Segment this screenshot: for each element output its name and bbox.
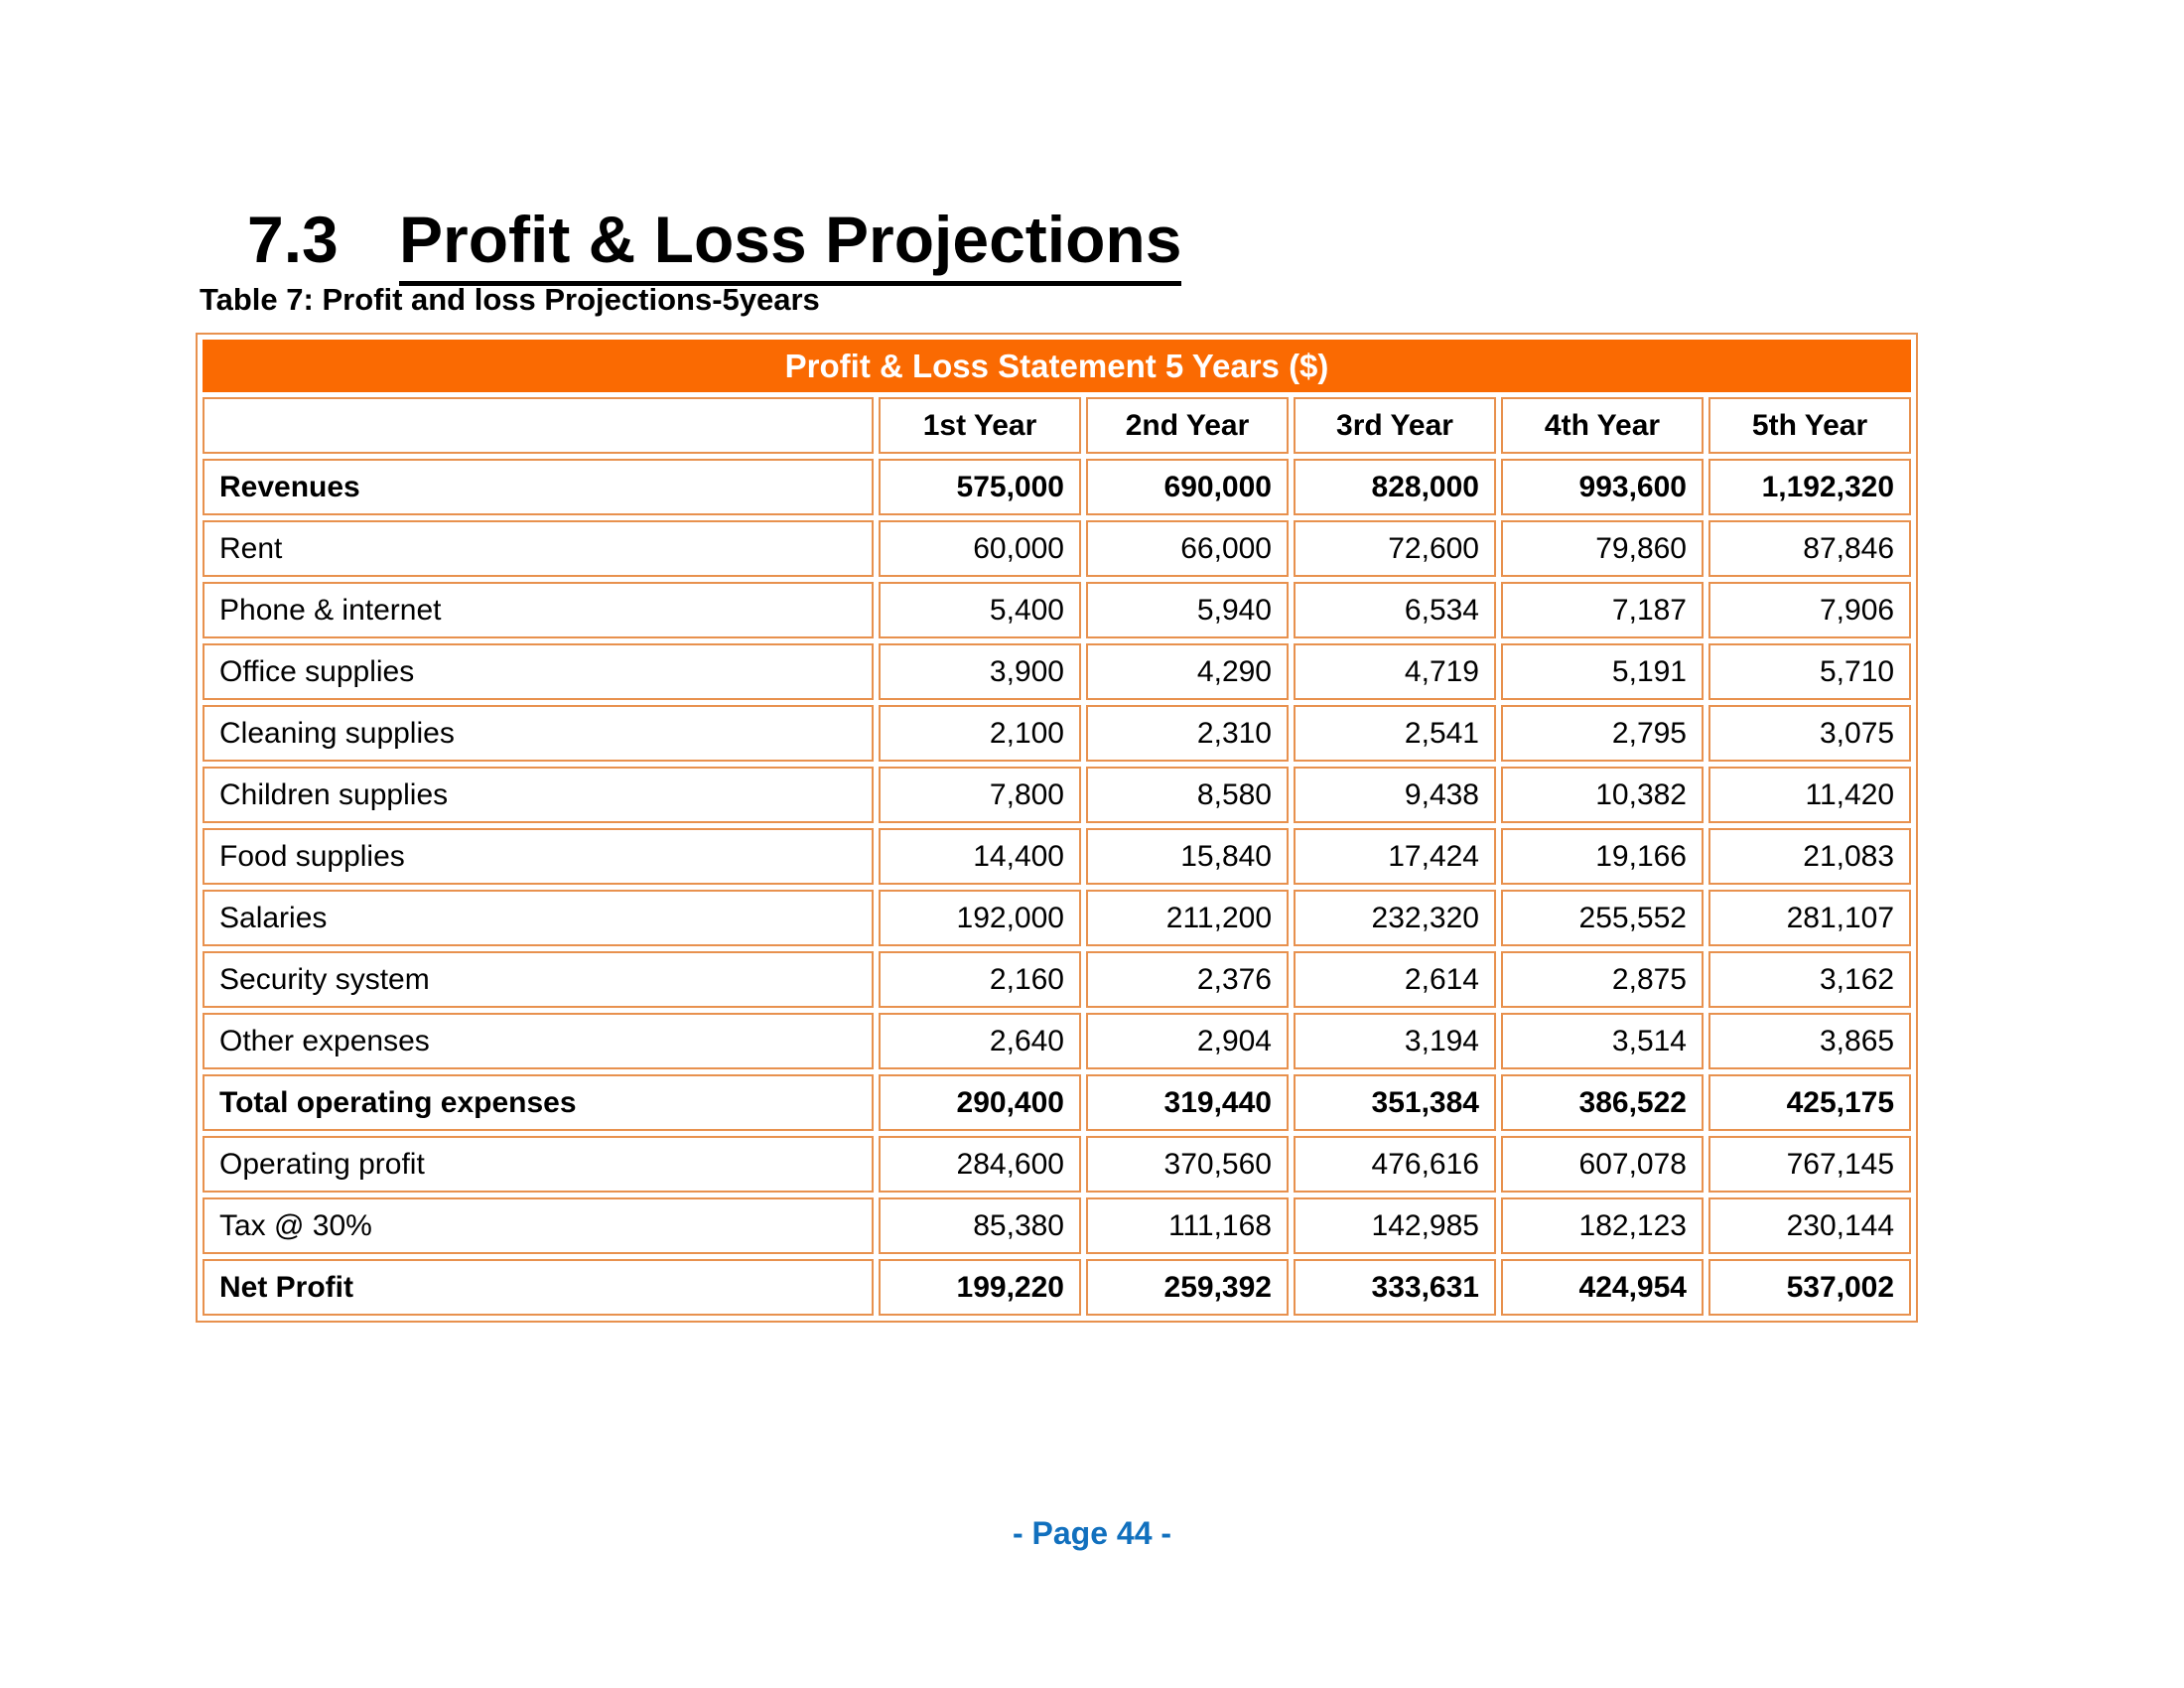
section-number: 7.3 — [247, 203, 339, 276]
table-row — [203, 582, 1911, 638]
table-row — [203, 1013, 1911, 1069]
table-row — [203, 1074, 1911, 1131]
row-label: Office supplies — [203, 643, 874, 700]
value-cell: 79,860 — [1501, 520, 1704, 577]
table-banner-title: Profit & Loss Statement 5 Years ($) — [203, 340, 1911, 392]
row-label: Salaries — [203, 890, 874, 946]
table-banner-row — [203, 340, 1911, 392]
value-cell: 11,420 — [1708, 767, 1911, 823]
value-cell: 3,900 — [879, 643, 1081, 700]
row-label: Revenues — [203, 459, 874, 515]
value-cell: 19,166 — [1501, 828, 1704, 885]
column-header-5th-year: 5th Year — [1708, 397, 1911, 454]
value-cell: 2,310 — [1086, 705, 1289, 762]
value-cell: 5,191 — [1501, 643, 1704, 700]
value-cell: 111,168 — [1086, 1197, 1289, 1254]
value-cell: 21,083 — [1708, 828, 1911, 885]
value-cell: 828,000 — [1294, 459, 1496, 515]
value-cell: 9,438 — [1294, 767, 1496, 823]
value-cell: 3,162 — [1708, 951, 1911, 1008]
table-row — [203, 1197, 1911, 1254]
column-header-4th-year: 4th Year — [1501, 397, 1704, 454]
value-cell: 993,600 — [1501, 459, 1704, 515]
value-cell: 192,000 — [879, 890, 1081, 946]
section-title: Profit & Loss Projections — [399, 204, 1181, 286]
profit-loss-table — [196, 333, 1918, 1323]
value-cell: 425,175 — [1708, 1074, 1911, 1131]
table-header-row — [203, 397, 1911, 454]
value-cell: 87,846 — [1708, 520, 1911, 577]
value-cell: 199,220 — [879, 1259, 1081, 1316]
table-row — [203, 643, 1911, 700]
value-cell: 8,580 — [1086, 767, 1289, 823]
value-cell: 2,160 — [879, 951, 1081, 1008]
value-cell: 3,865 — [1708, 1013, 1911, 1069]
column-header-1st-year: 1st Year — [879, 397, 1081, 454]
value-cell: 2,614 — [1294, 951, 1496, 1008]
value-cell: 5,400 — [879, 582, 1081, 638]
row-label: Children supplies — [203, 767, 874, 823]
table-row — [203, 520, 1911, 577]
value-cell: 7,800 — [879, 767, 1081, 823]
value-cell: 6,534 — [1294, 582, 1496, 638]
value-cell: 7,906 — [1708, 582, 1911, 638]
value-cell: 60,000 — [879, 520, 1081, 577]
row-label: Security system — [203, 951, 874, 1008]
value-cell: 607,078 — [1501, 1136, 1704, 1193]
value-cell: 4,290 — [1086, 643, 1289, 700]
value-cell: 72,600 — [1294, 520, 1496, 577]
value-cell: 386,522 — [1501, 1074, 1704, 1131]
value-cell: 66,000 — [1086, 520, 1289, 577]
value-cell: 211,200 — [1086, 890, 1289, 946]
row-label: Total operating expenses — [203, 1074, 874, 1131]
row-label: Cleaning supplies — [203, 705, 874, 762]
row-label: Rent — [203, 520, 874, 577]
value-cell: 1,192,320 — [1708, 459, 1911, 515]
table-row — [203, 767, 1911, 823]
column-header-blank — [203, 397, 874, 454]
value-cell: 3,514 — [1501, 1013, 1704, 1069]
value-cell: 767,145 — [1708, 1136, 1911, 1193]
value-cell: 5,940 — [1086, 582, 1289, 638]
value-cell: 10,382 — [1501, 767, 1704, 823]
row-label: Other expenses — [203, 1013, 874, 1069]
value-cell: 142,985 — [1294, 1197, 1496, 1254]
table-caption: Table 7: Profit and loss Projections-5years — [200, 282, 820, 317]
value-cell: 2,640 — [879, 1013, 1081, 1069]
value-cell: 230,144 — [1708, 1197, 1911, 1254]
value-cell: 319,440 — [1086, 1074, 1289, 1131]
value-cell: 575,000 — [879, 459, 1081, 515]
value-cell: 281,107 — [1708, 890, 1911, 946]
value-cell: 85,380 — [879, 1197, 1081, 1254]
section-heading — [247, 204, 1181, 286]
value-cell: 3,075 — [1708, 705, 1911, 762]
value-cell: 690,000 — [1086, 459, 1289, 515]
table-row — [203, 951, 1911, 1008]
value-cell: 7,187 — [1501, 582, 1704, 638]
value-cell: 2,904 — [1086, 1013, 1289, 1069]
column-header-3rd-year: 3rd Year — [1294, 397, 1496, 454]
table-row — [203, 1259, 1911, 1316]
value-cell: 476,616 — [1294, 1136, 1496, 1193]
value-cell: 370,560 — [1086, 1136, 1289, 1193]
row-label: Phone & internet — [203, 582, 874, 638]
value-cell: 333,631 — [1294, 1259, 1496, 1316]
value-cell: 255,552 — [1501, 890, 1704, 946]
value-cell: 4,719 — [1294, 643, 1496, 700]
value-cell: 424,954 — [1501, 1259, 1704, 1316]
value-cell: 2,376 — [1086, 951, 1289, 1008]
row-label: Net Profit — [203, 1259, 874, 1316]
row-label: Operating profit — [203, 1136, 874, 1193]
row-label: Food supplies — [203, 828, 874, 885]
value-cell: 5,710 — [1708, 643, 1911, 700]
value-cell: 537,002 — [1708, 1259, 1911, 1316]
value-cell: 2,100 — [879, 705, 1081, 762]
table-row — [203, 828, 1911, 885]
row-label: Tax @ 30% — [203, 1197, 874, 1254]
table-row — [203, 705, 1911, 762]
value-cell: 2,875 — [1501, 951, 1704, 1008]
page-number: - Page 44 - — [1012, 1515, 1172, 1551]
value-cell: 284,600 — [879, 1136, 1081, 1193]
table-row — [203, 1136, 1911, 1193]
table-row — [203, 890, 1911, 946]
value-cell: 15,840 — [1086, 828, 1289, 885]
value-cell: 14,400 — [879, 828, 1081, 885]
value-cell: 232,320 — [1294, 890, 1496, 946]
value-cell: 2,541 — [1294, 705, 1496, 762]
table-row — [203, 459, 1911, 515]
value-cell: 17,424 — [1294, 828, 1496, 885]
value-cell: 182,123 — [1501, 1197, 1704, 1254]
column-header-2nd-year: 2nd Year — [1086, 397, 1289, 454]
value-cell: 259,392 — [1086, 1259, 1289, 1316]
value-cell: 351,384 — [1294, 1074, 1496, 1131]
value-cell: 3,194 — [1294, 1013, 1496, 1069]
value-cell: 290,400 — [879, 1074, 1081, 1131]
value-cell: 2,795 — [1501, 705, 1704, 762]
